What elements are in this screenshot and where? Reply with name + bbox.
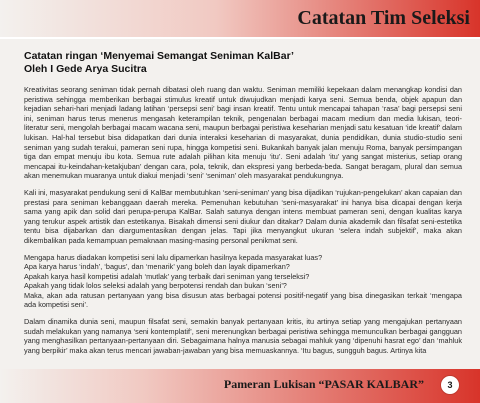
- article-paragraph: Kreativitas seorang seniman tidak pernah dibatasi oleh ruang dan waktu. Seniman memiliki kepekaan dalam menangkap kondisi dan peristiwa sehingga memberikan berbagai stimulus kreatif untuk diwujudkan menjadi karya seni. Semua benda, objek apapun dan kejadian sehari-hari menjadi ladang latihan ‘persepsi seni’ bagi insan kreatif. Tentu untuk mencapai tahapan ‘rasa’ bagi persepsi seni ini, seniman harus terus menerus mengasah keterampilan teknik, pengenalan berbagai macam medium dan media lukisan, teori-literatur seni, mengolah berbagai macam wacana seni, maupun berbagai peristiwa keseharian menjadi satu kesatuan ‘ide kreatif’ dalam lukisan. Hal-hal tersebut bisa didapatkan dari dunia interaksi keseharian di masyarakat, dunia pendidikan, dunia studio-studio seni seniman yang sudah terakui, pameran seni rupa, hingga kompetisi seni. Bukankah banyak jalan menuju Roma, banyak persimpangan tiga dan empat menuju ibu kota. Semua rute adalah pilihan kita menuju ‘itu’. Seni adalah ‘itu’ yang sangat misterius, setiap orang mencapai itu-keindahan-ketakjuban’ dengan cara, pola, teknik, dan ekspresi yang berbeda-beda. Sangat beragam, plural dan semua akan menemukan muaranya untuk diakui menjadi ‘seni’ ‘seniman’ oleh masyarakat pendukungnya.: [24, 85, 462, 181]
- section-title: Catatan Tim Seleksi: [297, 7, 470, 29]
- article-paragraph: Dalam dinamika dunia seni, maupun filsafat seni, semakin banyak pertanyaan kritis, itu artinya setiap yang mengajukan pertanyaan sudah melakukan yang namanya ‘seni kontemplatif’, seni merenungkan berbagai peristiwa sehingga memunculkan berbagai gangguan yang menghasilkan pertanyaan-pertanyaan diri. Sebagaimana halnya manusia sebagai mahluk yang ‘dipenuhi hasrat ego’ dan ‘mahluk yang berpikir’ maka akan terus mencari jawaban-jawaban yang bisa memuaskannya. ‘Itu bagus, sungguh bagus. Artinya kita: [24, 317, 462, 355]
- article-title: Catatan ringan ‘Menyemai Semangat Seniman KalBar’: [24, 50, 294, 62]
- page-header: [0, 0, 480, 38]
- article-paragraph: Mengapa harus diadakan kompetisi seni lalu dipamerkan hasilnya kepada masyarakat luas? Apa karya harus ‘indah’, ‘bagus’, dan ‘menarik’ yang boleh dan layak dipamerkan? Apakah karya hasil kompetisi adalah ‘mutlak’ yang terbaik dari seniman yang terseleksi? Apakah yang tidak lolos seleksi adalah yang berpotensi rendah dan bukan ‘seni’? Maka, akan ada ratusan pertanyaan yang bisa disusun atas berbagai potensi positif-negatif yang bisa dinegasikan terkait ‘mengapa ada kompetisi seni’.: [24, 252, 462, 310]
- article-author: Oleh I Gede Arya Sucitra: [24, 62, 147, 75]
- article-paragraph: Kali ini, masyarakat pendukung seni di KalBar membutuhkan ‘seni-seniman’ yang bisa dijadikan ‘rujukan-pengelukan’ akan capaian dan prestasi para seniman kebanggaan daerah mereka. Pemenuhan kebutuhan ‘seni-masyarakat’ ini hanya bisa dicapai dengan kerja sama yang apik dan solid dari perupa-perupa KalBar. Salah satunya dengan intens membuat pameran seni, dengan kualitas karya yang terukur aspek artistik dan estetikanya. Bisakah dimensi seni diukur dan ditakar? Dalam dunia akademik dan filsafat seni-estetika tentu bisa dijabarkan dan diargumentasikan dengan jelas. Tapi jika menyangkut ukuran ‘selera indah subjektif’, maka akan dikembalikan pada kemampuan pemaknaan masing-masing personal penikmat seni.: [24, 187, 462, 245]
- header-divider: [0, 37, 480, 39]
- footer-title: Pameran Lukisan “PASAR KALBAR”: [223, 377, 424, 391]
- article: [24, 50, 462, 355]
- page-number: 3: [440, 375, 460, 395]
- page-footer: [0, 369, 480, 403]
